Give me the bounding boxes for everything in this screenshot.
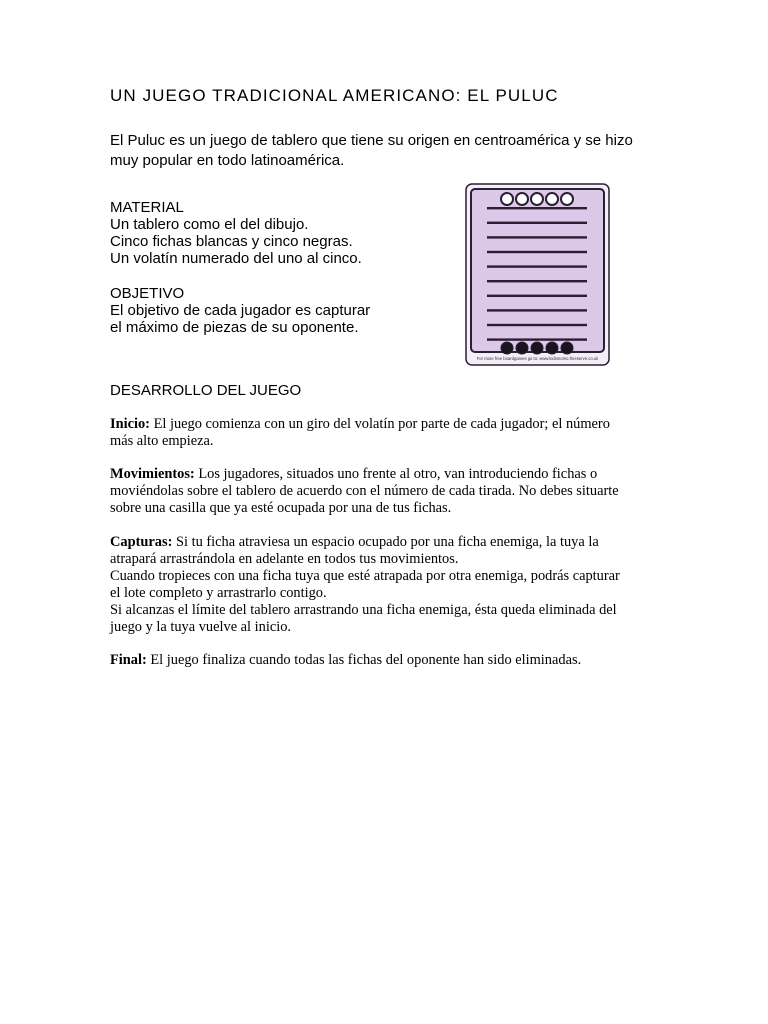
board-line [487, 295, 587, 297]
final-paragraph [110, 652, 630, 669]
puluc-board-illustration [465, 183, 610, 366]
objetivo-heading: OBJETIVO [110, 285, 185, 302]
black-piece [516, 342, 528, 354]
black-piece [546, 342, 558, 354]
board-line [487, 324, 587, 326]
material-line: Un tablero como el del dibujo. [110, 216, 309, 233]
black-piece [561, 342, 573, 354]
black-piece [531, 342, 543, 354]
movimientos-paragraph [110, 466, 630, 517]
objetivo-line: El objetivo de cada jugador es capturar [110, 302, 371, 319]
final-label: Final: [110, 652, 147, 668]
board-line [487, 207, 587, 209]
inicio-paragraph [110, 416, 630, 450]
white-piece [531, 193, 543, 205]
board-line [487, 265, 587, 267]
objetivo-section [110, 285, 450, 336]
white-piece [516, 193, 528, 205]
capturas-extra: Si alcanzas el límite del tablero arrastrando una ficha enemiga, ésta queda eliminada del juego y la tuya vuelve al inicio. [110, 602, 617, 635]
black-piece [501, 342, 513, 354]
capturas-text: Si tu ficha atraviesa un espacio ocupado por una ficha enemiga, la tuya la atrapará arrastrándola en adelante en todos tus movimientos. [110, 534, 599, 567]
material-heading: MATERIAL [110, 199, 184, 216]
desarrollo-heading: DESARROLLO DEL JUEGO [110, 382, 302, 399]
page-title: UN JUEGO TRADICIONAL AMERICANO: EL PULUC [110, 86, 559, 105]
board-line [487, 222, 587, 224]
movimientos-label: Movimientos: [110, 466, 195, 482]
material-line: Cinco fichas blancas y cinco negras. [110, 233, 353, 250]
board-line [487, 338, 587, 340]
board-line [487, 309, 587, 311]
inicio-label: Inicio: [110, 416, 150, 432]
white-piece [546, 193, 558, 205]
capturas-label: Capturas: [110, 534, 173, 550]
inicio-text: El juego comienza con un giro del volatín por parte de cada jugador; el número más alto empieza. [110, 416, 610, 449]
objetivo-line: el máximo de piezas de su oponente. [110, 319, 359, 336]
capturas-paragraph [110, 534, 630, 636]
material-line: Un volatín numerado del uno al cinco. [110, 250, 362, 267]
capturas-extra: Cuando tropieces con una ficha tuya que esté atrapada por otra enemiga, podrás capturar el lote completo y arrastrarlo contigo. [110, 568, 620, 601]
movimientos-text: Los jugadores, situados uno frente al otro, van introduciendo fichas o moviéndolas sobre el tablero de acuerdo con el número de cada tirada. No debes situarte sobre una casilla que ya esté ocupada por una de tus fichas. [110, 466, 619, 516]
board-line [487, 251, 587, 253]
white-piece [561, 193, 573, 205]
board-line [487, 280, 587, 282]
intro-paragraph: El Puluc es un juego de tablero que tiene su origen en centroamérica y se hizo muy popular en todo latinoamérica. [110, 132, 633, 169]
board-caption: For more free boardgames go to: www.kidsmomo.freeserve.co.uk [476, 356, 599, 361]
final-text: El juego finaliza cuando todas las fichas del oponente han sido eliminadas. [146, 652, 582, 668]
board-line [487, 236, 587, 238]
white-piece [501, 193, 513, 205]
material-section [110, 199, 450, 267]
